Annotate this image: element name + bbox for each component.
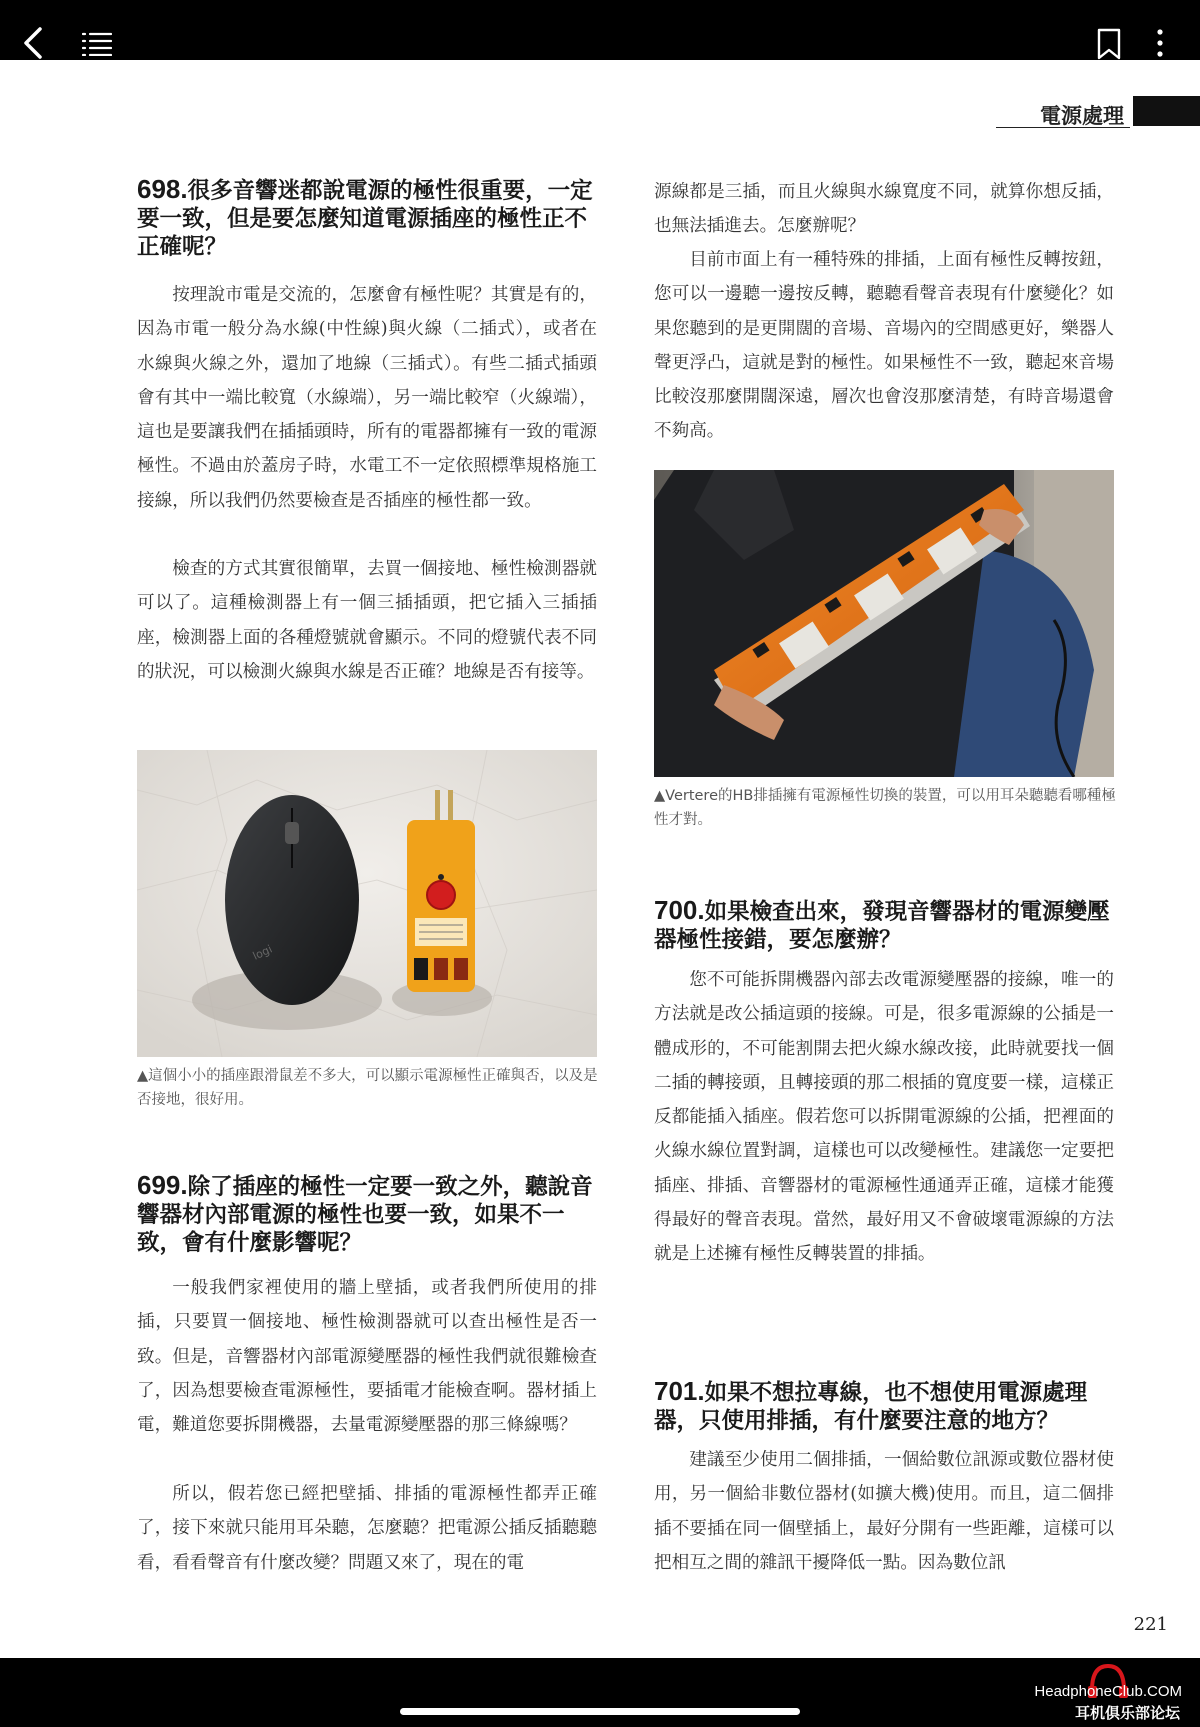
photo-caption: ▲Vertere的HB排插擁有電源極性切換的裝置，可以用耳朵聽聽看哪種極性才對。 [654,788,1116,828]
svg-text:logi: logi [250,942,275,963]
question-title: 除了插座的極性一定要一致之外，聽說音響器材內部電源的極性也要一致，如果不一致，會有什麼影響呢？ [137,1174,593,1256]
question-698-heading [137,175,599,261]
q698-paragraph-2: 檢查的方式其實很簡單，去買一個接地、極性檢測器就可以了。這種檢測器上有一個三插插頭，把它插入三插插座，檢測器上面的各種燈號就會顯示。不同的燈號代表不同的狀況，可以檢測火線與水線是否正確？地線是否有接等。 [137,559,597,682]
page-number: 221 [1133,1614,1168,1635]
question-title: 如果不想拉專線，也不想使用電源處理器，只使用排插，有什麼要注意的地方？ [654,1380,1088,1434]
q699-paragraph-2: 所以，假若您已經把壁插、排插的電源極性都弄正確了，接下來就只能用耳朵聽，怎麼聽？把電源公插反插聽聽看，看看聲音有什麼改變？問題又來了，現在的電 [137,1484,597,1573]
question-number: 698. [137,174,188,204]
q701-paragraph-1: 建議至少使用二個排插，一個給數位訊源或數位器材使用，另一個給非數位器材(如擴大機)使用。而且，這二個排插不要插在同一個壁插上，最好分開有一些距離，這樣可以把相互之間的雜訊干擾降低一點。因為數位訊 [654,1450,1114,1573]
question-700-heading [654,896,1116,954]
power-strip-photo [654,470,1114,777]
question-number: 699. [137,1170,188,1200]
section-title: 電源處理 [1040,104,1124,128]
question-699-heading [137,1171,599,1257]
question-title: 如果檢查出來，發現音響器材的電源變壓器極性接錯，要怎麼辦？ [654,899,1110,953]
reader-toolbar [0,0,1200,60]
question-title: 很多音響迷都說電源的極性很重要，一定要一致，但是要怎麼知道電源插座的極性正不正確呢？ [137,178,593,260]
watermark-forum: 耳机俱乐部论坛 [1074,1704,1180,1722]
section-marker-block [1133,96,1200,126]
q699-paragraph-3: 源線都是三插，而且火線與水線寬度不同，就算你想反插，也無法插進去。怎麼辦呢？ [654,182,1114,237]
q700-paragraph-1: 您不可能拆開機器內部去改電源變壓器的接線，唯一的方法就是改公插這頭的接線。可是，很多電源線的公插是一體成形的，不可能割開去把火線水線改接，此時就要找一個二插的轉接頭，且轉接頭的那二根插的寬度要一樣，這樣正反都能插入插座。假若您可以拆開電源線的公插，把裡面的火線水線位置對調，這樣也可以改變極性。建議您一定要把插座、排插、音響器材的電源極性通通弄正確，這樣才能獲得最好的聲音表現。當然，最好用又不會破壞電源線的方法就是上述擁有極性反轉裝置的排插。 [654,970,1114,1265]
bookmark-icon[interactable] [1096,28,1122,60]
watermark-site: HeadphoneClub.COM [1034,1683,1182,1700]
q699-paragraph-4: 目前市面上有一種特殊的排插，上面有極性反轉按鈕，您可以一邊聽一邊按反轉，聽聽看聲音表現有什麼變化？如果您聽到的是更開闊的音場、音場內的空間感更好，樂器人聲更浮凸，這就是對的極性。如果極性不一致，聽起來音場比較沒那麼開闊深遠，層次也會沒那麼清楚，有時音場還會不夠高。 [654,250,1114,442]
photo-caption: ▲這個小小的插座跟滑鼠差不多大，可以顯示電源極性正確與否，以及是否接地，很好用。 [137,1068,598,1108]
home-indicator[interactable] [400,1708,800,1715]
q699-paragraph-1: 一般我們家裡使用的牆上壁插，或者我們所使用的排插，只要買一個接地、極性檢測器就可以查出極性是否一致。但是，音響器材內部電源變壓器的極性我們就很難檢查了，因為想要檢查電源極性，要插電才能檢查啊。器材插上電，難道您要拆開機器，去量電源變壓器的那三條線嗎？ [137,1278,597,1436]
back-icon[interactable] [22,26,44,60]
section-header [996,97,1130,128]
q698-paragraph-1: 按理說市電是交流的，怎麼會有極性呢？其實是有的，因為市電一般分為水線(中性線)與火線（二插式），或者在水線與火線之外，還加了地線（三插式）。有些二插式插頭會有其中一端比較寬（水線端），另一端比較窄（火線端），這也是要讓我們在插插頭時，所有的電器都擁有一致的電源極性。不過由於蓋房子時，水電工不一定依照標準規格施工接線，所以我們仍然要檢查是否插座的極性都一致。 [137,285,597,511]
more-icon[interactable] [1150,28,1170,60]
toc-icon[interactable] [82,32,112,56]
question-number: 700. [654,895,705,925]
bottom-bar [0,1658,1200,1727]
question-number: 701. [654,1376,705,1406]
polarity-tester-photo [137,750,597,1057]
question-701-heading [654,1377,1116,1435]
